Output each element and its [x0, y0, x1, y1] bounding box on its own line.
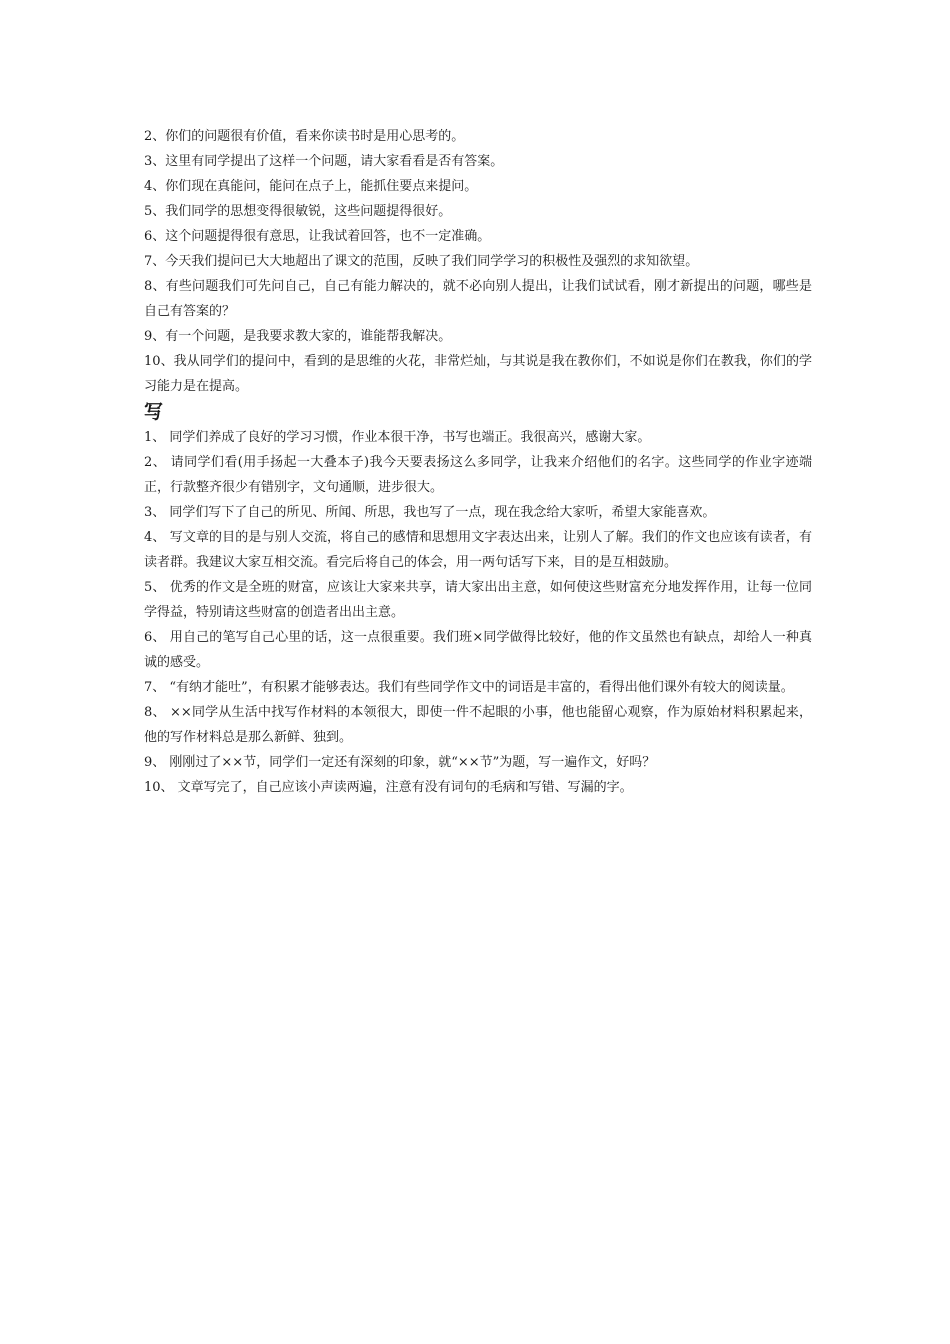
write-item-10: 10、 文章写完了，自己应该小声读两遍，注意有没有词句的毛病和写错、写漏的字。: [144, 780, 633, 795]
write-item-2: 2、 请同学们看(用手扬起一大叠本子)我今天要表扬这么多同学，让我来介绍他们的名字。这些同学的作业字迹端正，行款整齐很少有错别字，文句通顺，进步很大。: [144, 455, 812, 495]
write-section: [144, 399, 812, 800]
ask-item-3: 3、这里有同学提出了这样一个问题，请大家看看是否有答案。: [144, 154, 504, 169]
write-item-9: 9、 刚刚过了××节，同学们一定还有深刻的印象，就“××节”为题，写一遍作文，好吗？: [144, 755, 656, 770]
ask-item-9: 9、有一个问题，是我要求教大家的，谁能帮我解决。: [144, 329, 452, 344]
ask-item-7: 7、今天我们提问已大大地超出了课文的范围，反映了我们同学学习的积极性及强烈的求知欲望。: [144, 254, 699, 269]
write-item-8: 8、 ××同学从生活中找写作材料的本领很大，即使一件不起眼的小事，他也能留心观察，作为原始材料积累起来，他的写作材料总是那么新鲜、独到。: [144, 705, 812, 745]
write-item-7: 7、 “有纳才能吐”，有积累才能够表达。我们有些同学作文中的词语是丰富的，看得出他们课外有较大的阅读量。: [144, 680, 794, 695]
ask-item-2: 2、你们的问题很有价值，看来你读书时是用心思考的。: [144, 129, 465, 144]
write-item-6: 6、 用自己的笔写自己心里的话，这一点很重要。我们班×同学做得比较好，他的作文虽然也有缺点，却给人一种真诚的感受。: [144, 630, 812, 670]
write-item-1: 1、 同学们养成了良好的学习习惯，作业本很干净，书写也端正。我很高兴，感谢大家。: [144, 430, 651, 445]
ask-item-4: 4、你们现在真能问，能问在点子上，能抓住要点来提问。: [144, 179, 478, 194]
write-item-4: 4、 写文章的目的是与别人交流，将自己的感情和思想用文字表达出来，让别人了解。我们的作文也应该有读者，有读者群。我建议大家互相交流。看完后将自己的体会，用一两句话写下来，目的是互相鼓励。: [144, 530, 812, 570]
document-body: [144, 124, 812, 800]
write-item-5: 5、 优秀的作文是全班的财富，应该让大家来共享，请大家出出主意，如何使这些财富充分地发挥作用，让每一位同学得益，特别请这些财富的创造者出出主意。: [144, 580, 812, 620]
ask-item-6: 6、这个问题提得很有意思，让我试着回答，也不一定准确。: [144, 229, 491, 244]
ask-item-10: 10、我从同学们的提问中，看到的是思维的火花，非常烂灿，与其说是我在教你们，不如说是你们在教我，你们的学习能力是在提高。: [144, 354, 812, 394]
write-section-heading: 写: [144, 401, 164, 423]
ask-item-5: 5、我们同学的思想变得很敏锐，这些问题提得很好。: [144, 204, 452, 219]
write-item-3: 3、 同学们写下了自己的所见、所闻、所思，我也写了一点，现在我念给大家听，希望大家能喜欢。: [144, 505, 716, 520]
ask-item-8: 8、有些问题我们可先问自己，自己有能力解决的，就不必向别人提出，让我们试试看，刚才新提出的问题，哪些是自己有答案的？: [144, 279, 812, 319]
ask-section: [144, 124, 812, 399]
